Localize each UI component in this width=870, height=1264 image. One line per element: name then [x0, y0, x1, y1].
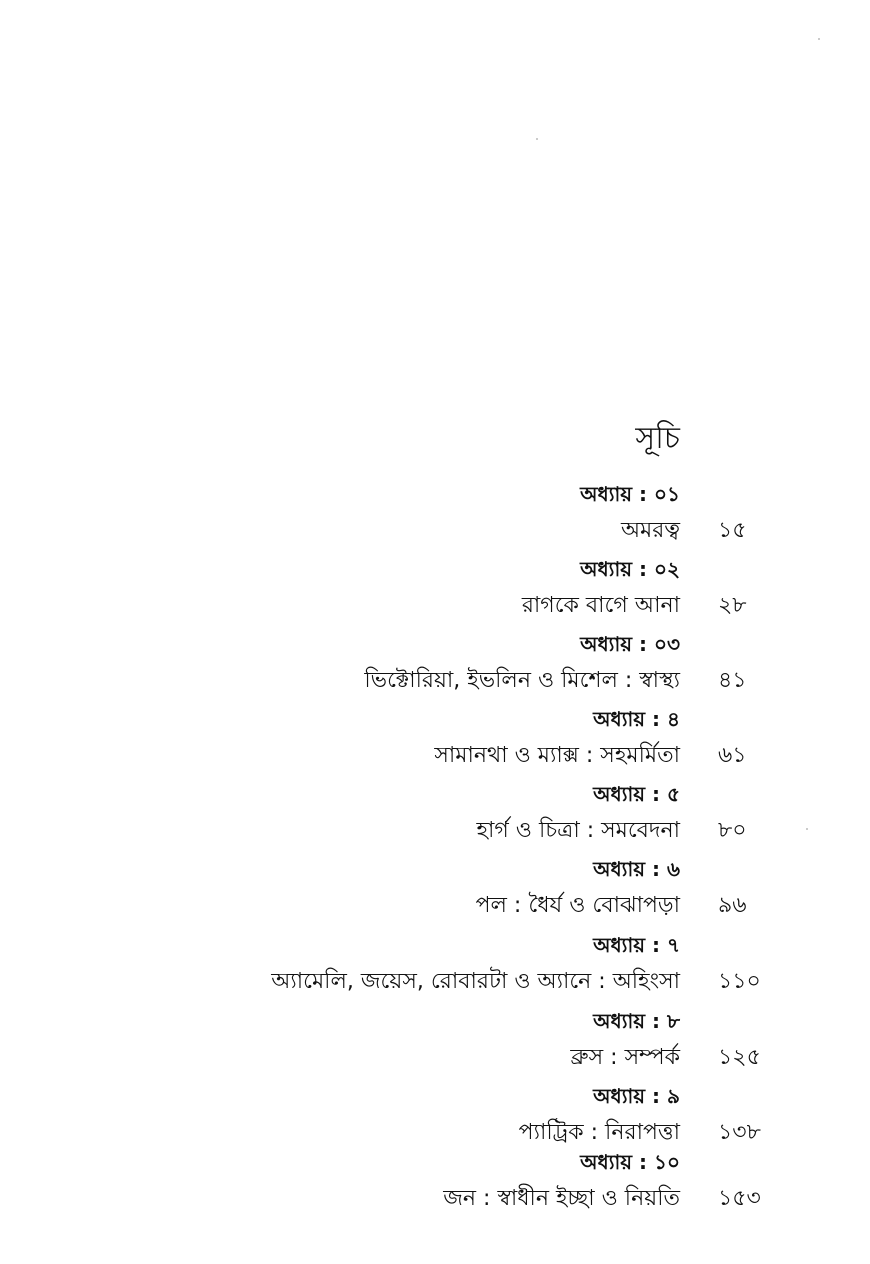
- chapter-title: অমরত্ব: [620, 518, 680, 543]
- chapter-heading: অধ্যায় : ০২: [580, 557, 680, 581]
- page-number: ১৫: [718, 518, 747, 543]
- scan-speck: [818, 38, 820, 40]
- page-number: ১২৫: [718, 1045, 761, 1070]
- scan-speck: [536, 138, 538, 140]
- chapter-heading: অধ্যায় : ১০: [580, 1150, 680, 1174]
- page-number: ৪১: [718, 668, 747, 693]
- page-title: সূচি: [635, 421, 680, 456]
- page-number: ১৩৮: [718, 1120, 761, 1145]
- page-number: ১১০: [718, 969, 761, 994]
- page-number: ৯৬: [718, 893, 747, 918]
- chapter-heading: অধ্যায় : ৭: [593, 933, 680, 957]
- chapter-heading: অধ্যায় : ৪: [593, 707, 680, 731]
- page-number: ৬১: [718, 743, 747, 768]
- page-number: ২৮: [718, 593, 747, 618]
- chapter-heading: অধ্যায় : ০১: [580, 482, 680, 506]
- chapter-heading: অধ্যায় : ৮: [593, 1009, 680, 1033]
- chapter-heading: অধ্যায় : ৬: [593, 857, 680, 881]
- chapter-title: হার্গ ও চিত্রা : সমবেদনা: [476, 818, 680, 843]
- chapter-title: অ্যামেলি, জয়েস, রোবারটা ও অ্যানে : অহিংসা: [271, 969, 680, 994]
- chapter-title: পল : ধৈর্য ও বোঝাপড়া: [475, 893, 680, 918]
- chapter-title: ব্রুস : সম্পর্ক: [570, 1045, 680, 1070]
- scan-speck: [806, 828, 808, 830]
- chapter-heading: অধ্যায় : ৫: [593, 782, 680, 806]
- page-number: ৮০: [718, 818, 747, 843]
- chapter-heading: অধ্যায় : ৯: [593, 1084, 680, 1108]
- chapter-title: রাগকে বাগে আনা: [521, 593, 680, 618]
- chapter-title: প্যাট্রিক : নিরাপত্তা: [518, 1120, 680, 1145]
- chapter-title: জন : স্বাধীন ইচ্ছা ও নিয়তি: [443, 1186, 680, 1211]
- chapter-title: সামানথা ও ম্যাক্স : সহমর্মিতা: [434, 743, 680, 768]
- chapter-heading: অধ্যায় : ০৩: [580, 632, 680, 656]
- chapter-title: ভিক্টোরিয়া, ইভলিন ও মিশেল : স্বাস্থ্য: [364, 668, 680, 693]
- page-number: ১৫৩: [718, 1186, 761, 1211]
